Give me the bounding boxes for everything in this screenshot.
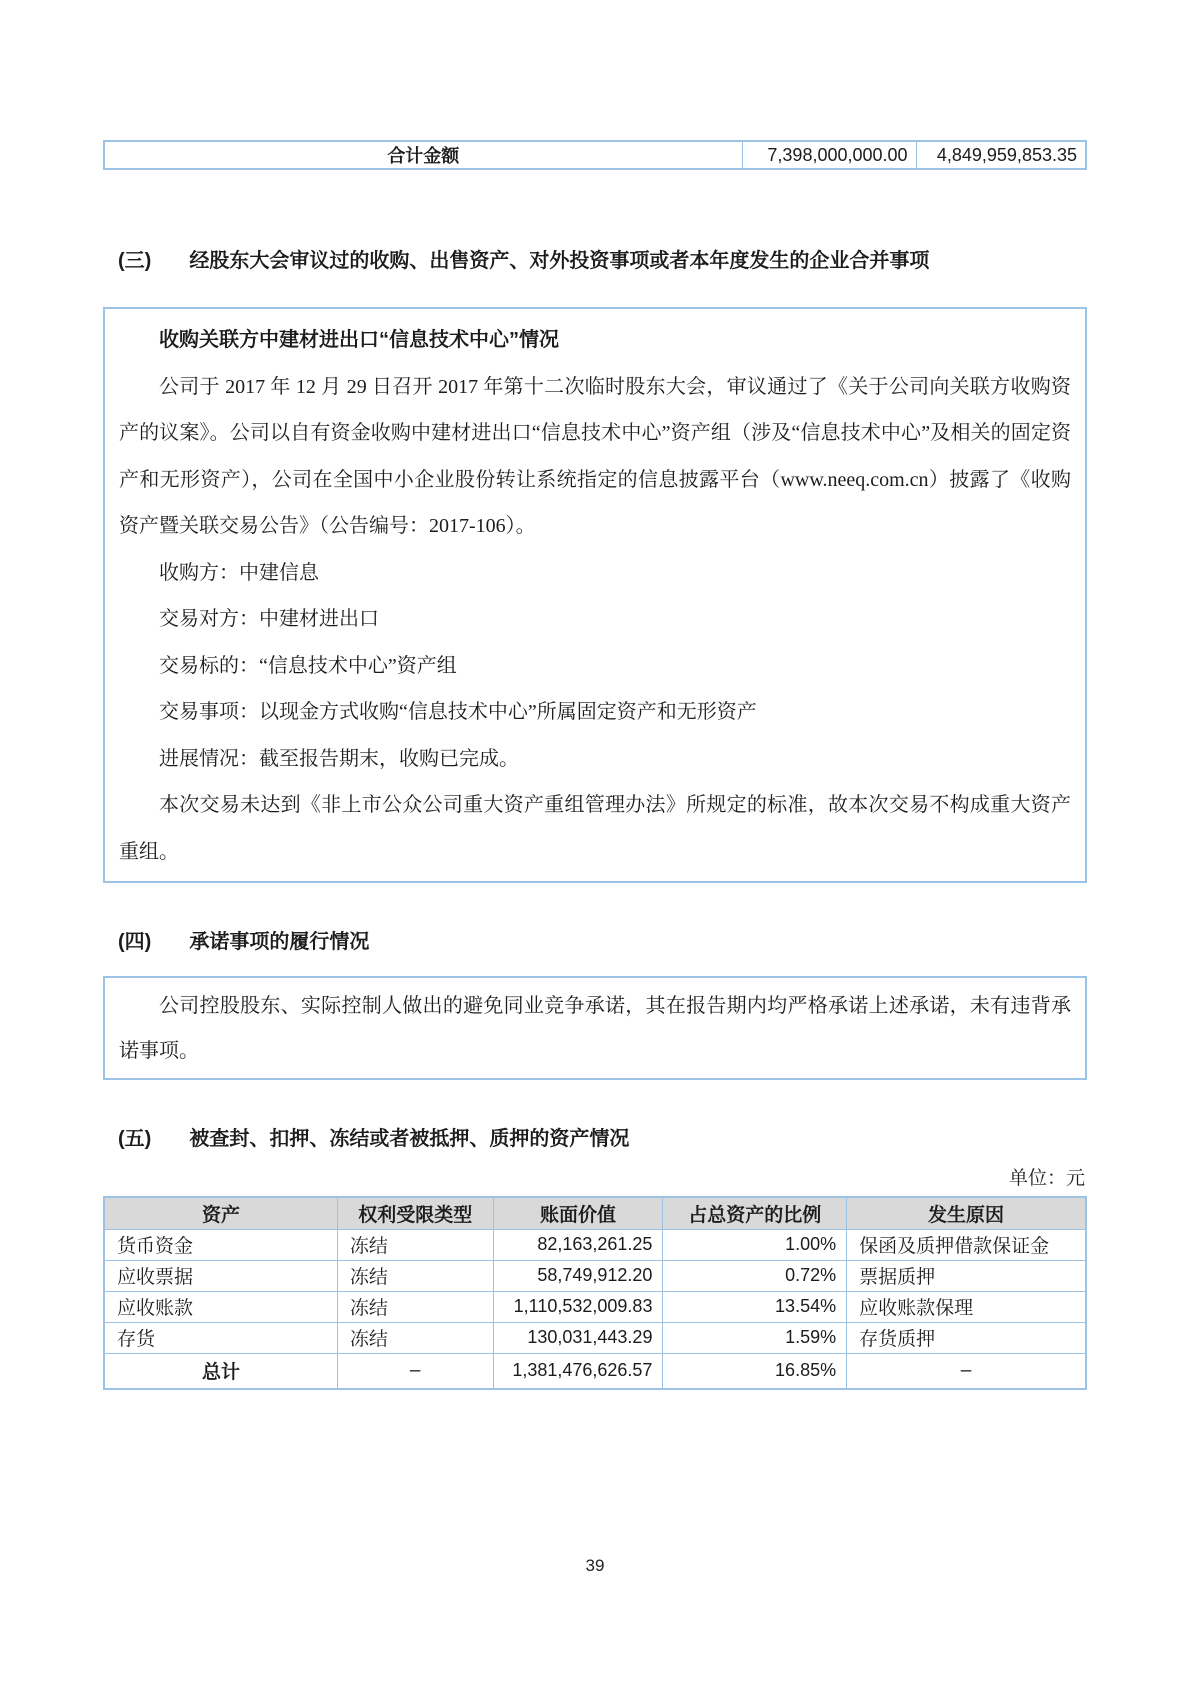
ratio: 13.54%	[663, 1291, 847, 1322]
asset-name: 存货	[104, 1322, 337, 1353]
total-amount-row	[104, 141, 1086, 169]
total-label: 总计	[104, 1353, 337, 1389]
restructuring-note-paragraph: 本次交易未达到《非上市公众公司重大资产重组管理办法》所规定的标准，故本次交易不构成重大资产重组。	[119, 794, 1071, 863]
reason: 保函及质押借款保证金	[847, 1229, 1086, 1260]
table-row	[104, 1260, 1086, 1291]
total-ratio: 16.85%	[663, 1353, 847, 1389]
section-5-heading	[103, 1126, 1087, 1152]
table-total-row	[104, 1353, 1086, 1389]
header-ratio-of-total-assets: 占总资产的比例	[663, 1197, 847, 1229]
reason: 应收账款保理	[847, 1291, 1086, 1322]
total-amount-value-2: 4,849,959,853.35	[916, 141, 1086, 169]
section-5-number: (五)	[118, 1128, 152, 1150]
total-amount-table	[103, 140, 1087, 170]
restriction-type: 冻结	[337, 1291, 493, 1322]
header-book-value: 账面价值	[493, 1197, 663, 1229]
acquisition-subtitle: 收购关联方中建材进出口“信息技术中心”情况	[159, 329, 559, 351]
restriction-type: 冻结	[337, 1260, 493, 1291]
reason: 票据质押	[847, 1260, 1086, 1291]
ratio: 1.59%	[663, 1322, 847, 1353]
book-value: 130,031,443.29	[493, 1322, 663, 1353]
asset-name: 应收账款	[104, 1291, 337, 1322]
restriction-type: 冻结	[337, 1229, 493, 1260]
section-3-number: (三)	[118, 250, 152, 272]
table-row	[104, 1322, 1086, 1353]
asset-name: 货币资金	[104, 1229, 337, 1260]
restriction-type: 冻结	[337, 1322, 493, 1353]
ratio: 0.72%	[663, 1260, 847, 1291]
unit-label: 单位：元	[1008, 1168, 1085, 1189]
commitment-paragraph: 公司控股股东、实际控制人做出的避免同业竞争承诺，其在报告期内均严格承诺上述承诺，未有违背承诺事项。	[119, 995, 1071, 1062]
section-3-content-box	[103, 307, 1087, 883]
section-4-number: (四)	[118, 931, 152, 953]
total-amount-label: 合计金额	[104, 141, 742, 169]
section-4-title: 承诺事项的履行情况	[189, 931, 370, 953]
asset-name: 应收票据	[104, 1260, 337, 1291]
page-number: 39	[585, 1556, 605, 1575]
header-asset: 资产	[104, 1197, 337, 1229]
table-row	[104, 1229, 1086, 1260]
header-reason: 发生原因	[847, 1197, 1086, 1229]
transaction-matter-line: 交易事项：以现金方式收购“信息技术中心”所属固定资产和无形资产	[159, 701, 757, 723]
reason: 存货质押	[847, 1322, 1086, 1353]
ratio: 1.00%	[663, 1229, 847, 1260]
transaction-target-line: 交易标的：“信息技术中心”资产组	[159, 654, 457, 677]
header-restriction-type: 权利受限类型	[337, 1197, 493, 1229]
acquirer-line: 收购方：中建信息	[159, 561, 319, 584]
acquisition-paragraph: 公司于 2017 年 12 月 29 日召开 2017 年第十二次临时股东大会，审议通过了《关于公司向关联方收购资产的议案》。公司以自有资金收购中建材进出口“信息技术中心”资产组（涉及“信息技术中心”及相关的固定资产和无形资产），公司在全国中小企业股份转让系统指定的信息披露平台（www.neeq.com.cn）披露了《收购资产暨关联交易公告》（公告编号：2017-106）。	[119, 375, 1071, 537]
restricted-assets-table	[103, 1196, 1087, 1390]
section-3-heading	[103, 248, 1087, 274]
section-5-title: 被查封、扣押、冻结或者被抵押、质押的资产情况	[189, 1128, 630, 1150]
progress-line: 进展情况：截至报告期末，收购已完成。	[159, 747, 519, 770]
total-reason: –	[847, 1353, 1086, 1389]
book-value: 82,163,261.25	[493, 1229, 663, 1260]
total-book-value: 1,381,476,626.57	[493, 1353, 663, 1389]
assets-header-row	[104, 1197, 1086, 1229]
section-3-title: 经股东大会审议过的收购、出售资产、对外投资事项或者本年度发生的企业合并事项	[189, 250, 930, 272]
section-4-heading	[103, 929, 1087, 955]
book-value: 58,749,912.20	[493, 1260, 663, 1291]
total-restriction-type: –	[337, 1353, 493, 1389]
counterparty-line: 交易对方：中建材进出口	[159, 608, 379, 630]
table-row	[104, 1291, 1086, 1322]
book-value: 1,110,532,009.83	[493, 1291, 663, 1322]
section-4-content-box	[103, 976, 1087, 1080]
total-amount-value-1: 7,398,000,000.00	[742, 141, 916, 169]
